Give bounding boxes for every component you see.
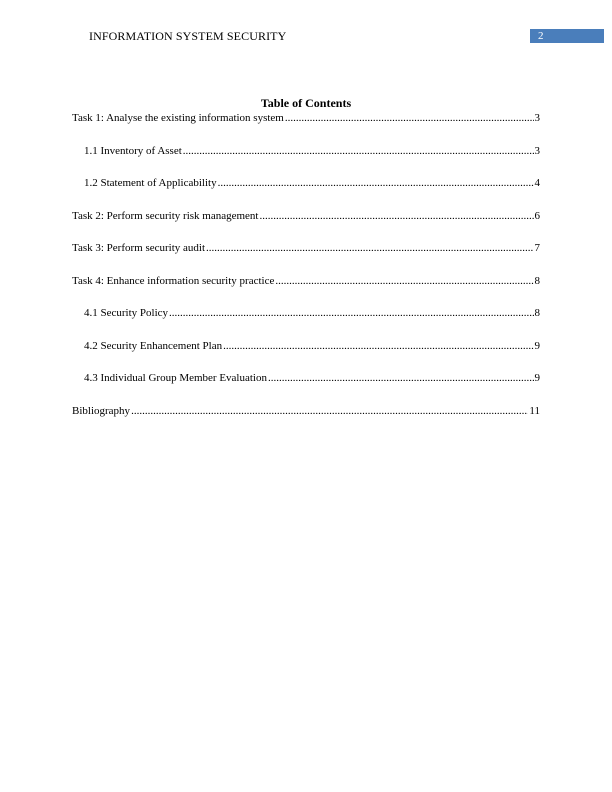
toc-entry-1-1[interactable]: [84, 145, 540, 159]
page-number-badge: 2: [530, 29, 604, 43]
toc-entry-label: Task 1: Analyse the existing information system: [72, 112, 284, 124]
dot-leader: [268, 372, 534, 384]
toc-entry-task-4[interactable]: [72, 275, 540, 289]
dot-leader: [218, 177, 534, 189]
toc-entry-page: 9: [534, 340, 540, 352]
toc-entry-4-1[interactable]: [84, 307, 540, 321]
dot-leader: [131, 405, 528, 417]
toc-entry-task-2[interactable]: [72, 210, 540, 224]
toc-entry-label: 4.1 Security Policy: [84, 307, 169, 319]
toc-entry-label: 1.2 Statement of Applicability: [84, 177, 217, 189]
toc-entry-4-2[interactable]: [84, 340, 540, 354]
toc-entry-label: Bibliography: [72, 405, 131, 417]
toc-entry-page: 6: [534, 210, 540, 222]
toc-entry-page: 3: [534, 145, 540, 157]
toc-entry-4-3[interactable]: [84, 372, 540, 386]
toc-entry-page: 8: [534, 307, 540, 319]
toc-entry-page: 11: [529, 405, 540, 417]
toc-entry-1-2[interactable]: [84, 177, 540, 191]
toc-entry-label: Task 3: Perform security audit: [72, 242, 206, 254]
toc-entry-label: Task 4: Enhance information security practice: [72, 275, 275, 287]
toc-entry-page: 9: [534, 372, 540, 384]
running-header-title: INFORMATION SYSTEM SECURITY: [89, 29, 287, 43]
toc-entry-page: 4: [534, 177, 540, 189]
toc-entry-page: 8: [534, 275, 540, 287]
toc-entry-page: 7: [534, 242, 540, 254]
dot-leader: [259, 210, 533, 222]
dot-leader: [223, 340, 533, 352]
dot-leader: [169, 307, 533, 319]
toc-entry-task-1[interactable]: [72, 112, 540, 126]
toc-entry-task-3[interactable]: [72, 242, 540, 256]
toc-entry-label: 1.1 Inventory of Asset: [84, 145, 182, 157]
toc-entry-label: 4.3 Individual Group Member Evaluation: [84, 372, 267, 384]
toc-entry-label: 4.2 Security Enhancement Plan: [84, 340, 223, 352]
dot-leader: [206, 242, 533, 254]
toc-entry-label: Task 2: Perform security risk management: [72, 210, 259, 222]
dot-leader: [275, 275, 533, 287]
toc-entry-page: 3: [534, 112, 540, 124]
dot-leader: [285, 112, 534, 124]
dot-leader: [183, 145, 534, 157]
toc-entry-bibliography[interactable]: [72, 405, 540, 419]
toc-heading: Table of Contents: [260, 96, 352, 110]
